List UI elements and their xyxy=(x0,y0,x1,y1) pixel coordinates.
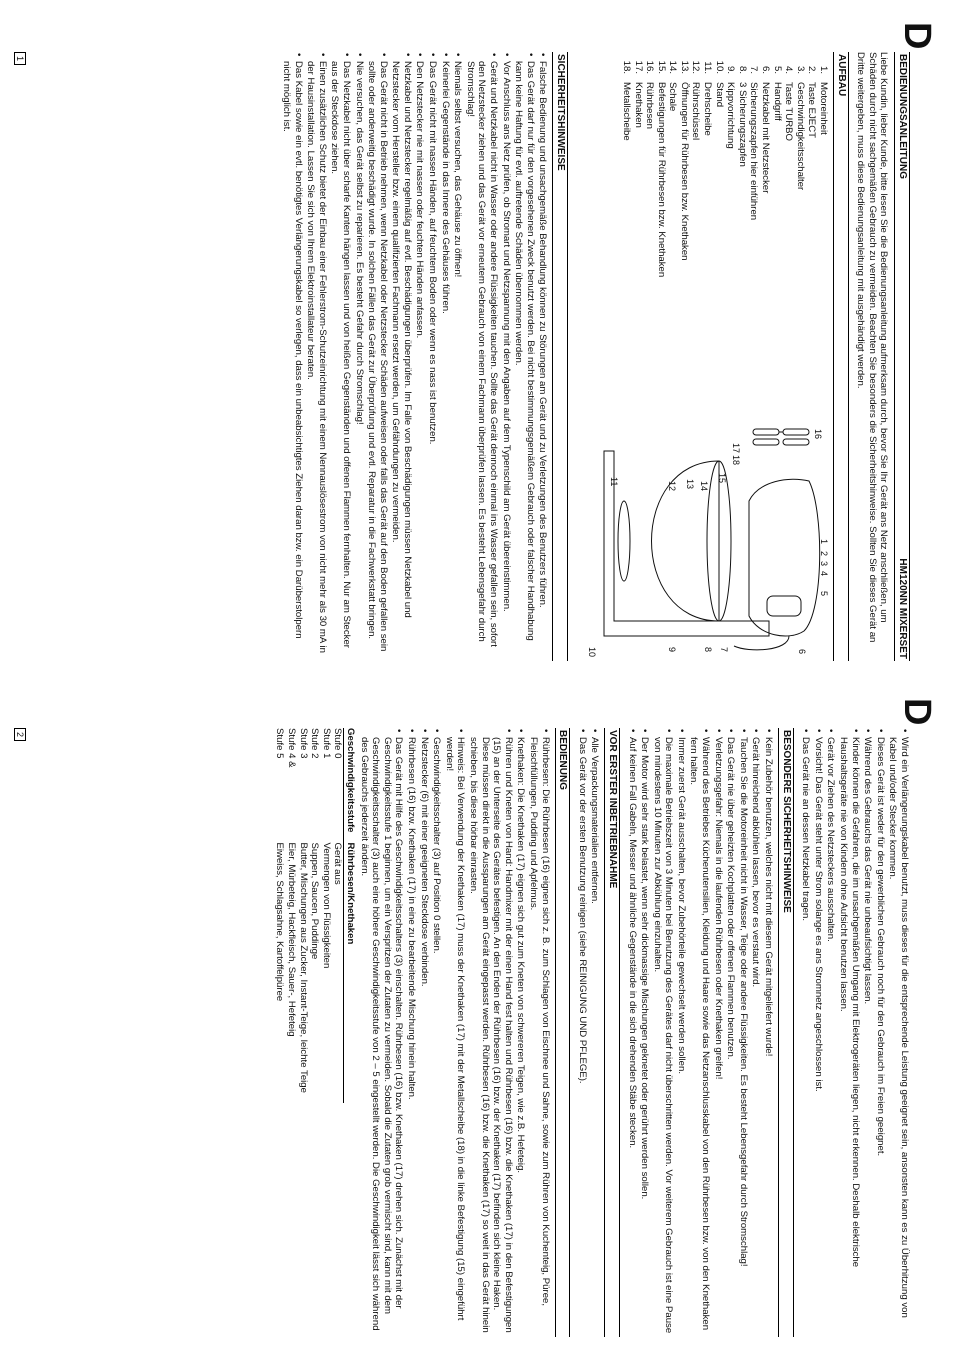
hook-shape xyxy=(753,429,779,435)
part-label: Netzkabel mit Netzstecker xyxy=(760,82,772,194)
safety-item: • Vor Anschluss ans Netz prüfen, ob Stromart und Netzspannung mit den Angaben auf dem Typenschild am Gerät übereinstimmen. xyxy=(500,52,512,661)
manual-title: BEDIENUNGSANLEITUNG xyxy=(897,54,908,180)
handle-shape xyxy=(767,596,801,616)
general-safety-item: • Vorsicht! Das Gerät steht unter Strom solange es ans Stromnetz angeschlossen ist. xyxy=(812,728,824,1337)
diagram-label: 11 xyxy=(609,477,620,487)
speed-row xyxy=(309,728,321,1103)
operation-heading: BEDIENUNG xyxy=(555,728,571,1337)
part-label: Handgriff xyxy=(771,82,783,121)
safety-item: • Niemals selbst versuchen, das Gehäuse zu öffnen! xyxy=(452,52,464,661)
page-2-column xyxy=(274,728,910,1337)
speed-use: Eier, Mürbeteig, Hackfleisch, Sauer-, Hefeteig xyxy=(286,842,298,1037)
part-item xyxy=(620,52,632,421)
safety-item: • Einen zusätzlichen Schutz bietet der Einbau einer Fehlerstrom-Schutzeinrichtung mit einem Nennauslösestrom von nicht mehr als 30 mA in der Hausinstallation. Lassen Sie sich von Ihrem Elektroinstallateur beraten. xyxy=(305,52,328,661)
part-label: Motoreinheit xyxy=(818,82,830,135)
diagram-label: 16 xyxy=(813,429,824,440)
beater-shape xyxy=(783,439,809,445)
part-number: 10. xyxy=(713,60,725,74)
speed-use: Suppen, Saucen, Puddinge xyxy=(309,842,321,960)
part-number: 6. xyxy=(760,65,772,74)
diagram-label: 8 xyxy=(703,647,714,653)
part-label: Befestigungen für Rührbesen bzw. Knethaken xyxy=(655,82,667,278)
speed-row xyxy=(286,728,298,1103)
speed-use: Eiweiss, Schlagsahne, Kartoffelpüree xyxy=(274,842,286,1002)
part-label: Rührbesen xyxy=(644,82,656,129)
part-item xyxy=(713,52,725,421)
safety-item: • Gerät und Netzkabel nicht in Wasser oder andere Flüssigkeiten tauchen. Sollte das Gerät dennoch einmal ins Wasser gefallen sein, sofort den Netzstecker ziehen und das Gerät vor erneutem Gebrauch von einem Fachmann überprüfen lassen. Es besteht Lebensgefahr durch Stromschlag! xyxy=(464,52,499,661)
special-safety-item: • Das Gerät nie über geheizten Kochplatten oder offenen Flammen benutzen. xyxy=(725,728,737,1337)
speed-table xyxy=(274,728,356,1103)
diagram-label: 15 xyxy=(717,473,728,484)
part-item xyxy=(690,52,702,421)
model-name: HM120NN MIXERSET xyxy=(897,558,908,659)
manual-header xyxy=(894,52,910,661)
special-safety-list xyxy=(626,728,774,1337)
safety-item: • Nie versuchen, das Gerät selbst zu reparieren. Es besteht Gefahr durch Stromschlag! xyxy=(353,52,365,661)
special-safety-heading: BESONDERE SICHERHEITSHINWEISE xyxy=(778,728,794,1337)
speed-level: Stufe 3 xyxy=(297,728,309,759)
part-label: Taste TURBO xyxy=(783,82,795,141)
special-safety-item: • Gerät hinreichend abkühlen lassen, bevor es verstaut wird. xyxy=(750,728,762,1337)
speed-row xyxy=(320,728,332,1103)
beater-shape xyxy=(783,429,809,435)
part-item xyxy=(817,52,829,421)
operation-list xyxy=(358,728,551,1337)
part-item xyxy=(806,52,818,421)
diagram-label: 13 xyxy=(685,479,696,490)
diagram-label: 14 xyxy=(699,481,710,492)
part-label: Kippvorrichtung xyxy=(725,82,737,149)
speed-use: Vermengen von Flüssigkeiten xyxy=(320,842,332,969)
part-label: Stand xyxy=(713,82,725,108)
diagram-label: 6 xyxy=(797,649,808,655)
part-item xyxy=(783,52,795,421)
diagram-label: 3 xyxy=(819,561,830,567)
speed-level: Stufe 1 xyxy=(320,728,332,759)
safety-list xyxy=(280,52,548,661)
diagram-label: 10 xyxy=(587,647,598,658)
part-item xyxy=(632,52,644,421)
part-item xyxy=(748,52,760,421)
diagram-label: 18 xyxy=(731,455,742,466)
diagram-label: 9 xyxy=(667,647,678,653)
general-safety-item: • Wird ein Verlängerungskabel benutzt, muss dieses für die entsprechende Leistung geeignet sein, ansonsten kann es zu Überhitzung von Kabel und/oder Stecker kommen. xyxy=(887,728,910,1337)
operation-item: • Geschwindigkeitsschalter (3) auf Position 0 stellen. xyxy=(431,728,443,1337)
special-safety-item: • Auf keinen Fall Gabeln, Messer und ähnliche Gegenstände in die sich drehenden Stäbe stecken. xyxy=(626,728,638,1337)
special-safety-item: • Während des Betriebes Küchenutensilien, Kleidung und Haare sowie das Netzanschlusskabel von den Rührbesen bzw. von den Knethaken fern halten. xyxy=(688,728,711,1337)
operation-item: • Netzstecker (6) mit einer geeigneten Steckdose verbinden. xyxy=(418,728,430,1337)
safety-item: • Das Gerät nicht mit nassen Händen, auf feuchtem Boden oder wenn es nass ist benutzen. xyxy=(427,52,439,661)
part-item xyxy=(725,52,737,421)
part-item xyxy=(644,52,656,421)
part-item xyxy=(702,52,714,421)
part-number: 12. xyxy=(690,60,702,74)
diagram-label: 4 xyxy=(819,571,830,577)
part-label: Knethaken xyxy=(632,82,644,128)
mixer-diagram xyxy=(574,421,829,661)
safety-item: • Das Gerät darf nur für den vorgesehenen Zweck benutzt werden. Bei nicht bestimmungsgemäßem Gebrauch oder falscher Handhabung kann keine Haftung für evtl. auftretende Schäden übernommen werden. xyxy=(513,52,536,661)
special-safety-item: • Tauchen Sie die Motoreinheit nicht in Wasser, Teige oder andere Flüssigkeiten. Es besteht Lebensgefahr durch Stromschlag! xyxy=(737,728,749,1337)
part-number: 11. xyxy=(702,61,714,74)
mixer-illustration xyxy=(574,421,829,661)
speed-row xyxy=(332,728,344,1103)
hook-shape xyxy=(753,439,779,445)
part-number: 1. xyxy=(818,65,830,74)
speed-use: Butter, Mischungen aus Zucker, Instant-Teige, leichte Teige xyxy=(297,842,309,1093)
part-label: Drehscheibe xyxy=(702,82,714,136)
speed-level: Stufe 0 xyxy=(332,728,344,759)
part-label: Taste EJECT xyxy=(806,82,818,138)
operation-item: • Rühren und Kneten von Hand: Handmixer mit der einen Hand fest halten und Rührbesen (16) bzw. die Knethaken (17) in den Befestigungen (15) an der Unterseite des Gerätes befestigen. An den Enden der Rührbesen (16) bzw. der Knethaken (17) befinden sich kleine Haken. Diese müssen direkt in die Aussparungen am Gerät eingepasst werden. Rührbesen (16) bzw. die Knethaken (17) so weit in das Gerät hinein schieben, bis diese hörbar einrasten. xyxy=(467,728,513,1337)
diagram-label: 1 xyxy=(819,539,830,545)
page-1-column xyxy=(279,52,910,661)
general-safety-item: • Das Gerät nie an dessen Netzkabel tragen. xyxy=(800,728,812,1337)
part-label: Schale xyxy=(667,82,679,112)
diagram-label: 7 xyxy=(719,647,730,653)
general-safety-item: • Kinder können die Gefahren, die im unsachgemäßen Umgang mit Elektrogeräten liegen, nicht erkennen. Deshalb elektrische Haushaltsgeräte nie von Kindern ohne Aufsicht benutzen lassen. xyxy=(837,728,860,1337)
page-number: 2 xyxy=(14,728,26,741)
operation-item: • Hinweis: Bei Verwendung der Knethaken (17) muss der Knethaken (17) mit der Metallscheibe (18) in die linke Befestigung (15) eingeführt werden! xyxy=(443,728,466,1337)
part-number: 17. xyxy=(632,60,644,74)
page-1 xyxy=(0,0,954,675)
speed-level: Stufe 2 xyxy=(309,728,321,759)
speed-use: Gerät aus xyxy=(332,842,344,885)
diagram-label: 17 xyxy=(731,443,742,454)
page-number: 1 xyxy=(14,52,26,65)
safety-item: • Das Gerät nicht in Betrieb nehmen, wenn Netzkabel oder Netzstecker Schäden aufweisen oder falls das Gerät auf den Boden gefallen sein sollte oder anderweitig beschädigt wurde. In solchen Fällen das Gerät zur Überprüfung und evtl. Reparatur in die Fachwerkstatt bringen. xyxy=(366,52,389,661)
part-item xyxy=(736,52,748,421)
safety-item: • Keinerlei Gegenstände in das Innere des Gehäuses führen. xyxy=(439,52,451,661)
general-safety-item: • Dieses Gerät ist weder für den gewerblichen Gebrauch noch für den Gebrauch im Freien geeignet. xyxy=(874,728,886,1337)
first-use-item: • Das Gerät vor der ersten Benutzung reinigen (siehe REINIGUNG UND PFLEGE). xyxy=(576,728,588,1337)
special-safety-item: • Verletzungsgefahr: Niemals in die laufenden Rührbesen oder Knethaken greifen! xyxy=(712,728,724,1337)
parts-list xyxy=(574,52,829,421)
speed-level: Stufe 4 & xyxy=(286,728,298,768)
part-number: 16. xyxy=(644,60,656,74)
aufbau-heading: AUFBAU xyxy=(833,52,849,661)
safety-heading: SICHERHEITSHINWEISE xyxy=(552,52,568,661)
part-item xyxy=(667,52,679,421)
general-safety-item: • Gerät vor Ziehen des Netzsteckers ausschalten. xyxy=(825,728,837,1337)
part-item xyxy=(771,52,783,421)
part-item xyxy=(759,52,771,421)
safety-item: • Den Netzstecker nie mit nassen oder feuchten Händen anfassen. xyxy=(414,52,426,661)
part-number: 4. xyxy=(783,65,795,74)
part-number: 13. xyxy=(678,60,690,74)
part-number: 2. xyxy=(806,65,818,74)
special-safety-item: • Kein Zubehör benutzen, welches nicht mit diesem Gerät mitgeliefert wurde! xyxy=(762,728,774,1337)
safety-item: • Falsche Bedienung und unsachgemäße Behandlung können zu Störungen am Gerät und zu Verletzungen des Benutzers führen. xyxy=(537,52,549,661)
safety-item: • Das Netzkabel nicht über scharfe Kanten hängen lassen und von heißen Gegenständen und offenen Flammen fernhalten. Nur am Stecker aus der Steckdose ziehen. xyxy=(329,52,352,661)
part-number: 3. xyxy=(794,65,806,74)
speed-level: Stufe 5 xyxy=(274,728,286,759)
parts-section xyxy=(574,52,829,661)
speed-table-header xyxy=(344,728,356,1103)
first-use-heading: VOR ERSTER INBETRIEBNAHME xyxy=(604,728,620,1337)
part-number: 8. xyxy=(736,65,748,74)
part-label: Öffnungen für Rührbesen bzw. Knethaken xyxy=(678,82,690,261)
page-2 xyxy=(0,676,954,1351)
language-letter: D xyxy=(896,22,938,50)
part-label: Metallscheibe xyxy=(620,82,632,141)
operation-item: • Das Gerät mit Hilfe des Geschwindigkeitsschalters (3) einschalten. Rührbesen (16) bzw. Knethaken (17) drehen sich. Zunächst mit der Geschwindigkeitsstufe 1 beginnen, um ein Verspritzen der Zutaten zu vermeiden. Sobald die Zutaten grob vermischt sind, kann mit dem Geschwindigkeitsschalter (3) auch eine höhere Geschwindigkeitsstufe von 2 – 5 eingestellt werden. Die Geschwindigkeit lässt sich während des Gebrauchs jederzeit ändern. xyxy=(358,728,404,1337)
first-use-item: • Alle Verpackungsmaterialien entfernen. xyxy=(589,728,601,1337)
diagram-label: 12 xyxy=(667,481,678,492)
diagram-label: 5 xyxy=(819,591,830,597)
operation-item: • Rührbesen: Die Rührbesen (16) eignen sich z. B. zum Schlagen von Eischnee und Sahne, sowie zum Rühren von Kuchenteig, Püree, Fleischfüllungen, Pudding und Apfelmus. xyxy=(527,728,550,1337)
special-safety-item: • Immer zuerst Gerät ausschalten, bevor Zubehörteile gewechselt werden sollen. xyxy=(675,728,687,1337)
special-safety-item: • Die maximale Betriebszeit von 3 Minuten bei Benutzung des Gerätes darf nicht überschritten werden. Vor weiterem Gebrauch ist eine Pause von mindestens 10 Minuten zur Abkühlung einzuhalten. xyxy=(651,728,674,1337)
part-label: Sicherungszapfen hier einführen xyxy=(748,82,760,221)
diagram-label: 2 xyxy=(819,551,830,557)
part-number: 7. xyxy=(748,65,760,74)
turntable-shape xyxy=(618,501,630,581)
special-safety-item: • Der Motor wird sehr stark belastet, wenn sehr dickmassige Mischungen geknetet oder gerührt werden sollen. xyxy=(639,728,651,1337)
language-letter: D xyxy=(896,698,938,726)
intro-text: Liebe Kundin, lieber Kunde, bitte lesen Sie die Bedienungsanleitung aufmerksam durch, bevor Sie Ihr Gerät ans Netz anschließen, um Schäden durch nicht sachgemäßen Gebrauch zu vermeiden. Beachten Sie besonders die Sicherheitshinweise. Sollten Sie dieses Gerät an Dritte weitergeben, muss diese Bedienungsanleitung mit ausgehändigt werden. xyxy=(855,52,890,643)
operation-item: • Knethaken: Die Knethaken (17) eignen sich gut zum Kneten von schwereren Teigen, wie z.B. Hefeteig. xyxy=(515,728,527,1337)
first-use-list xyxy=(576,728,600,1337)
part-label: Rührschüssel xyxy=(690,82,702,141)
motor-unit-shape xyxy=(749,479,820,636)
speed-header-level: Geschwindigkeitsstufe xyxy=(344,728,356,843)
part-number: 5. xyxy=(771,65,783,74)
part-number: 18. xyxy=(620,60,632,74)
part-item xyxy=(655,52,667,421)
safety-item: • Netzkabel und Netzstecker regelmäßig auf evtl. Beschädigungen überprüfen. Im Falle von Beschädigungen müssen Netzkabel und Netzstecker vom Hersteller bzw. einem qualifizierten Fachmann ersetzt werden, um Gefährdungen zu vermeiden. xyxy=(390,52,413,661)
speed-header-use: Rührbesen/Knethaken xyxy=(344,843,356,1103)
speed-row xyxy=(274,728,286,1103)
part-number: 15. xyxy=(655,60,667,74)
part-item xyxy=(678,52,690,421)
general-safety-item: • Während des Gebrauchs das Gerät nie unbeaufsichtigt lassen. xyxy=(862,728,874,1337)
part-number: 14. xyxy=(667,60,679,74)
operation-item: • Rührbesen (16) bzw. Knethaken (17) in eine zu bearbeitende Mischung hinein halten. xyxy=(405,728,417,1337)
safety-item: • Das Kabel sowie ein evtl. benötigtes Verlängerungskabel so verlegen, dass ein unbeabsichtigtes Ziehen daran bzw. ein Darüberstolpern nicht möglich ist. xyxy=(280,52,303,661)
general-safety-list xyxy=(800,728,910,1337)
part-label: 3 Sicherungszapfen xyxy=(736,82,748,167)
cable-shape xyxy=(734,636,789,650)
speed-row xyxy=(297,728,309,1103)
part-item xyxy=(794,52,806,421)
part-label: Geschwindigkeitsschalter xyxy=(794,82,806,191)
part-number: 9. xyxy=(725,65,737,74)
